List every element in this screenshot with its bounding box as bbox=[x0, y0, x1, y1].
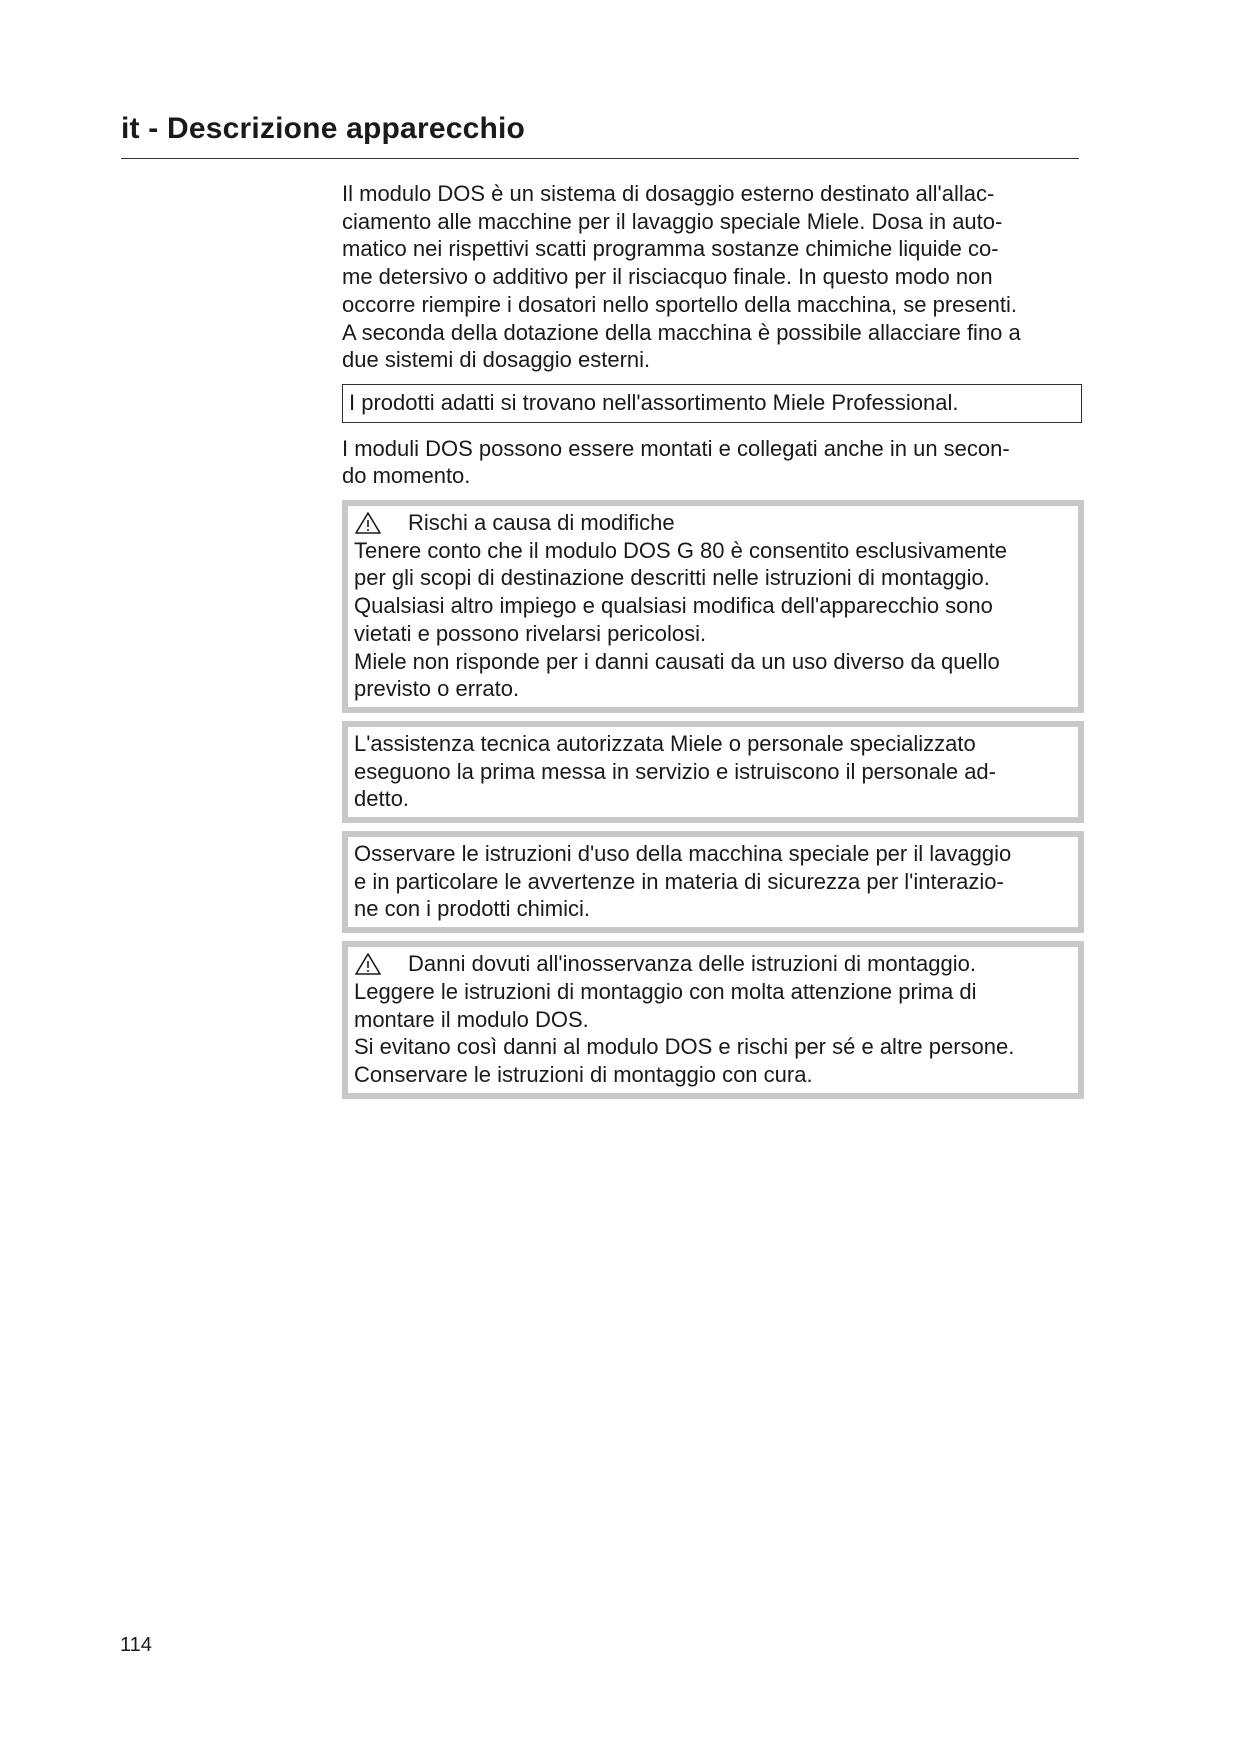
intro-line: Il modulo DOS è un sistema di dosaggio esterno destinato all'allac- bbox=[342, 181, 995, 206]
service-info-box bbox=[342, 721, 1084, 823]
service-info-line: eseguono la prima messa in servizio e istruiscono il personale ad- bbox=[354, 758, 996, 784]
warning-assembly-line: Si evitano così danni al modulo DOS e rischi per sé e altre persone. bbox=[354, 1034, 1015, 1060]
instructions-info-line: e in particolare le avvertenze in materia di sicurezza per l'interazio- bbox=[354, 868, 1004, 894]
instructions-info-line: ne con i prodotti chimici. bbox=[354, 896, 590, 922]
warning-modifications-line: previsto o errato. bbox=[354, 676, 520, 702]
instructions-info-line: Osservare le istruzioni d'uso della macchina speciale per il lavaggio bbox=[354, 841, 1012, 867]
products-note-text: I prodotti adatti si trovano nell'assortimento Miele Professional. bbox=[349, 389, 959, 415]
warning-assembly-header bbox=[354, 950, 1070, 978]
retrofit-line: do momento. bbox=[342, 463, 471, 489]
warning-modifications-heading: Rischi a causa di modifiche bbox=[408, 510, 675, 536]
instructions-info-box bbox=[342, 831, 1084, 933]
products-note-box bbox=[342, 384, 1082, 423]
warning-modifications-header bbox=[354, 509, 1070, 537]
warning-modifications-box bbox=[342, 500, 1084, 713]
intro-line: occorre riempire i dosatori nello sportello della macchina, se presenti. bbox=[342, 291, 1017, 317]
warning-assembly-box bbox=[342, 941, 1084, 1099]
retrofit-paragraph bbox=[342, 435, 1082, 490]
intro-line: me detersivo o additivo per il risciacquo finale. In questo modo non bbox=[342, 264, 993, 290]
page-number: 114 bbox=[120, 1634, 152, 1656]
intro-line: matico nei rispettivi scatti programma sostanze chimiche liquide co- bbox=[342, 236, 999, 262]
warning-triangle-icon bbox=[354, 511, 382, 535]
intro-paragraph bbox=[342, 180, 1082, 374]
warning-modifications-line: Qualsiasi altro impiego e qualsiasi modifica dell'apparecchio sono bbox=[354, 593, 993, 619]
retrofit-line: I moduli DOS possono essere montati e collegati anche in un secon- bbox=[342, 435, 1010, 461]
intro-line: A seconda della dotazione della macchina è possibile allacciare fino a bbox=[342, 319, 1021, 345]
warning-modifications-line: vietati e possono rivelarsi pericolosi. bbox=[354, 620, 707, 646]
intro-line: due sistemi di dosaggio esterni. bbox=[342, 347, 651, 373]
page-title: it - Descrizione apparecchio bbox=[121, 112, 526, 145]
warning-modifications-line: per gli scopi di destinazione descritti nelle istruzioni di montaggio. bbox=[354, 565, 990, 591]
warning-assembly-heading: Danni dovuti all'inosservanza delle istruzioni di montaggio. bbox=[408, 951, 976, 977]
warning-assembly-line: Leggere le istruzioni di montaggio con molta attenzione prima di bbox=[354, 978, 977, 1004]
warning-triangle-icon bbox=[354, 952, 382, 976]
warning-assembly-line: montare il modulo DOS. bbox=[354, 1006, 589, 1032]
warning-assembly-line: Conservare le istruzioni di montaggio con cura. bbox=[354, 1061, 813, 1087]
intro-line: ciamento alle macchine per il lavaggio speciale Miele. Dosa in auto- bbox=[342, 208, 1003, 234]
title-divider bbox=[121, 158, 1079, 159]
service-info-line: L'assistenza tecnica autorizzata Miele o personale specializzato bbox=[354, 730, 976, 756]
warning-modifications-line: Tenere conto che il modulo DOS G 80 è consentito esclusivamente bbox=[354, 537, 1008, 563]
warning-modifications-line: Miele non risponde per i danni causati da un uso diverso da quello bbox=[354, 648, 1000, 674]
main-content bbox=[342, 180, 1082, 1107]
service-info-line: detto. bbox=[354, 786, 410, 812]
